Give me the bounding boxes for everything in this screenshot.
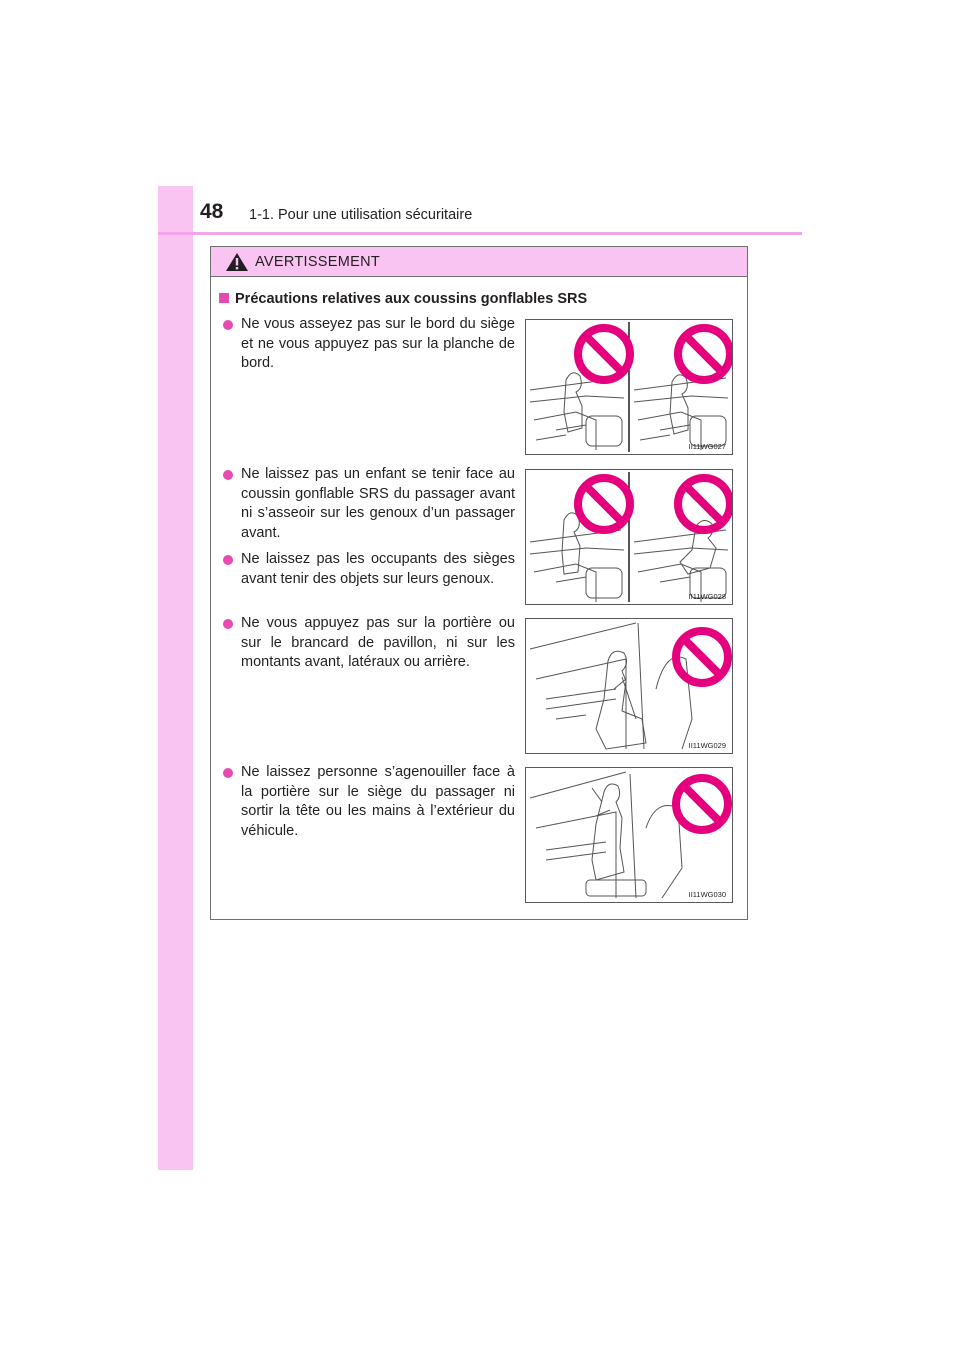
illustration-code: II11WG028 (688, 592, 726, 601)
bullet-icon (223, 470, 233, 480)
warning-item (223, 465, 515, 543)
warning-item-text: Ne vous asseyez pas sur le bord du siège et ne vous appuyez pas sur la planche de bord. (241, 316, 515, 371)
child-airbag-illustration (526, 470, 732, 604)
bullet-icon (223, 619, 233, 629)
leaning-door-illustration (526, 619, 732, 753)
square-bullet-icon (219, 293, 229, 303)
bullet-icon (223, 320, 233, 330)
bullet-icon (223, 555, 233, 565)
warning-item-text: Ne laissez pas un enfant se tenir face au coussin gonflable SRS du passager avant ni s’asseoir sur les genoux d’un passager avant. (241, 466, 515, 541)
illustration-child-airbag (525, 469, 733, 605)
illustration-kneeling (525, 767, 733, 903)
warning-item (223, 550, 515, 589)
warning-item-text: Ne laissez pas les occupants des sièges avant tenir des objets sur leurs genoux. (241, 551, 515, 587)
warning-item (223, 763, 515, 841)
precautions-heading (219, 290, 587, 308)
warning-item-text: Ne laissez personne s’agenouiller face à la portière sur le siège du passager ni sortir la tête ou les mains à l’extérieur du véhicule. (241, 764, 515, 839)
bullet-icon (223, 768, 233, 778)
warning-title: AVERTISSEMENT (255, 254, 381, 270)
kneeling-illustration (526, 768, 732, 902)
warning-item (223, 315, 515, 374)
illustration-code: II11WG029 (688, 741, 726, 750)
section-title: 1-1. Pour une utilisation sécuritaire (249, 207, 473, 223)
illustration-code: II11WG027 (688, 442, 726, 451)
warning-header (211, 247, 747, 277)
warning-triangle-icon (225, 252, 249, 272)
precautions-heading-text: Précautions relatives aux coussins gonflables SRS (235, 291, 588, 307)
header-rule (158, 232, 802, 235)
warning-item-text: Ne vous appuyez pas sur la portière ou sur le brancard de pavillon, ni sur les montants avant, latéraux ou arrière. (241, 615, 515, 670)
illustration-code: II11WG030 (688, 890, 726, 899)
page-number: 48 (200, 200, 224, 223)
warning-box (210, 246, 748, 920)
chapter-side-tab (158, 186, 193, 1170)
illustration-sitting-edge (525, 319, 733, 455)
illustration-leaning-door (525, 618, 733, 754)
page-header (200, 200, 800, 236)
warning-item (223, 614, 515, 673)
seat-edge-illustration (526, 320, 732, 454)
